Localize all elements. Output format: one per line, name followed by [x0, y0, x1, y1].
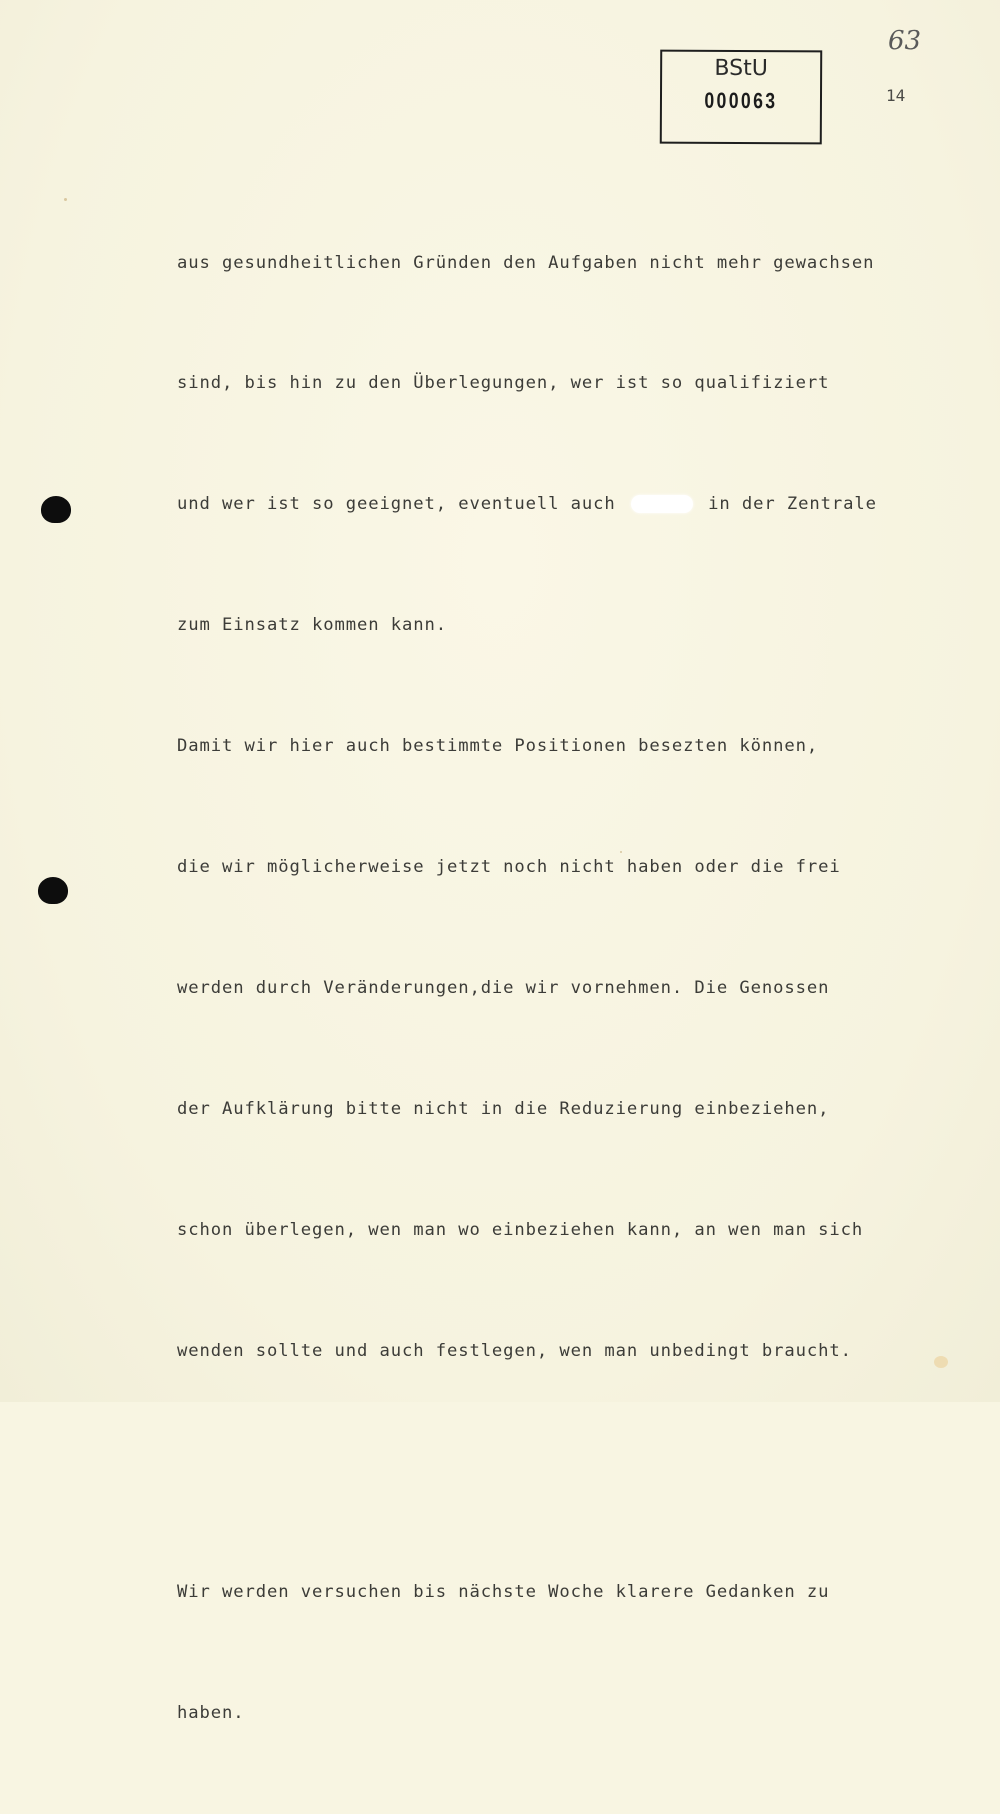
archive-stamp	[660, 50, 822, 145]
text-line: wenden sollte und auch festlegen, wen man unbedingt braucht.	[177, 1340, 852, 1361]
paper-stain	[934, 1356, 948, 1368]
punch-hole-icon	[38, 877, 68, 904]
text-segment: und wer ist so geeignet, eventuell auch	[177, 494, 616, 515]
text-line: werden durch Veränderungen,die wir vornehmen. Die Genossen	[177, 977, 830, 998]
text-line: schon überlegen, wen man wo einbeziehen kann, an wen man sich	[177, 1219, 864, 1240]
text-line: Damit wir hier auch bestimmte Positionen besezten können,	[177, 736, 819, 757]
paper-speck	[620, 851, 622, 853]
stamp-number: 000063	[704, 87, 778, 114]
redaction-mark	[631, 495, 693, 513]
text-line: haben.	[177, 1703, 245, 1724]
paragraph-gap	[177, 1452, 957, 1492]
paper-speck	[64, 198, 67, 201]
text-line	[177, 484, 957, 524]
text-segment: in der Zentrale	[708, 494, 877, 515]
typed-page-number: 14	[886, 86, 906, 105]
text-line: die wir möglicherweise jetzt noch nicht haben oder die frei	[177, 857, 841, 878]
text-line: aus gesundheitlichen Gründen den Aufgaben nicht mehr gewachsen	[177, 252, 875, 273]
handwritten-page-number: 63	[888, 26, 922, 56]
text-line: zum Einsatz kommen kann.	[177, 615, 447, 636]
body-text	[177, 162, 957, 1814]
text-line: der Aufklärung bitte nicht in die Reduzierung einbeziehen,	[177, 1098, 830, 1119]
text-line: sind, bis hin zu den Überlegungen, wer ist so qualifiziert	[177, 373, 830, 394]
punch-hole-icon	[41, 496, 71, 523]
stamp-title: BStU	[714, 55, 768, 82]
text-line: Wir werden versuchen bis nächste Woche klarere Gedanken zu	[177, 1582, 830, 1603]
